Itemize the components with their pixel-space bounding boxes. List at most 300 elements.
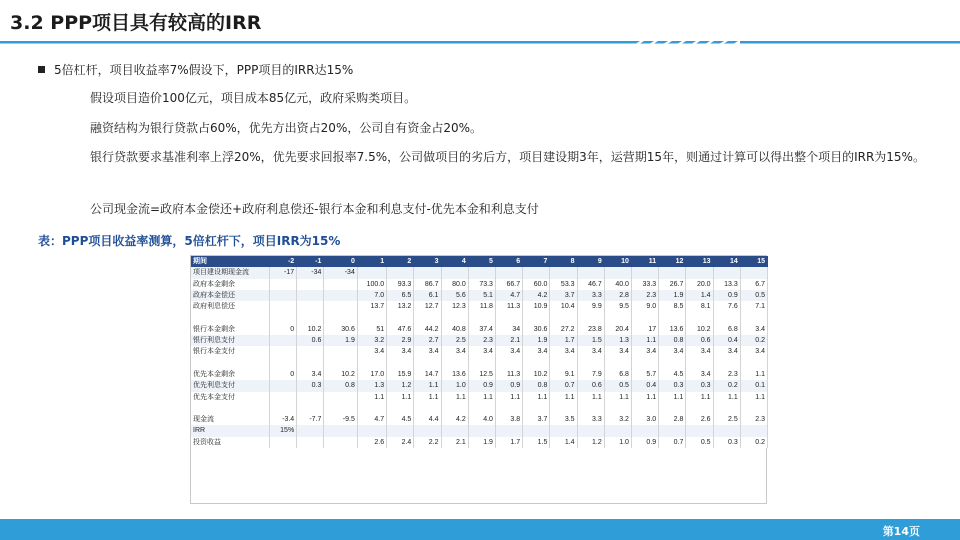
table-cell: 2.9	[387, 335, 414, 346]
row-label: 优先利息支付	[191, 380, 269, 391]
table-cell: 3.7	[523, 414, 550, 425]
table-cell: 7.9	[577, 369, 604, 380]
table-cell: -34	[324, 267, 357, 278]
table-cell: 3.2	[357, 335, 386, 346]
table-cell	[468, 358, 495, 369]
table-cell: 10.2	[523, 369, 550, 380]
table-cell	[495, 267, 522, 278]
table-cell	[604, 358, 631, 369]
table-cell: 100.0	[357, 279, 386, 290]
table-cell: 4.0	[468, 414, 495, 425]
column-header-period: 9	[577, 256, 604, 267]
table-cell	[324, 346, 357, 357]
table-cell	[659, 403, 686, 414]
table-cell: 33.3	[631, 279, 658, 290]
column-header-period: 8	[550, 256, 577, 267]
table-cell: 0.8	[659, 335, 686, 346]
table-cell	[550, 267, 577, 278]
table-cell: 8.1	[686, 301, 713, 312]
table-cell: 3.4	[441, 346, 468, 357]
bullet-text: 5倍杠杆，项目收益率7%假设下，PPP项目的IRR达15%	[54, 63, 354, 77]
table-cell	[357, 267, 386, 278]
table-cell	[550, 358, 577, 369]
table-cell	[387, 312, 414, 323]
table-cell: 11.3	[495, 369, 522, 380]
table-cell	[604, 267, 631, 278]
table-row	[191, 279, 768, 290]
table-cell: 1.1	[357, 392, 386, 403]
column-header-period: 3	[414, 256, 441, 267]
table-cell	[740, 425, 767, 436]
column-header-period: 11	[631, 256, 658, 267]
table-cell: 0.7	[550, 380, 577, 391]
table-cell: 60.0	[523, 279, 550, 290]
column-header-period: 12	[659, 256, 686, 267]
table-cell: -9.5	[324, 414, 357, 425]
table-cell	[740, 358, 767, 369]
table-cell: 4.5	[387, 414, 414, 425]
table-cell	[523, 425, 550, 436]
table-cell: 1.0	[604, 437, 631, 448]
table-cell: 1.0	[441, 380, 468, 391]
table-cell: 3.4	[631, 346, 658, 357]
table-cell	[324, 279, 357, 290]
table-cell: 47.6	[387, 324, 414, 335]
table-cell	[297, 392, 324, 403]
table-cell: 51	[357, 324, 386, 335]
table-cell: 4.2	[441, 414, 468, 425]
paragraph-irr: 银行贷款要求基准利率上浮20%，优先要求回报率7.5%，公司做项目的劣后方，项目建设期3年，运营期15年，则通过计算可以得出整个项目的IRR为15%。	[90, 150, 925, 164]
table-cell: 80.0	[441, 279, 468, 290]
table-cell	[441, 312, 468, 323]
table-cell	[269, 358, 296, 369]
row-label: IRR	[191, 425, 269, 436]
table-cell: 2.3	[468, 335, 495, 346]
footer-bar	[0, 519, 960, 540]
table-cell: 0.4	[631, 380, 658, 391]
table-cell: 10.2	[297, 324, 324, 335]
table-cell	[631, 267, 658, 278]
column-header-period: 1	[357, 256, 386, 267]
table-cell: 66.7	[495, 279, 522, 290]
table-cell: 2.7	[414, 335, 441, 346]
table-cell	[269, 301, 296, 312]
table-cell: 1.3	[604, 335, 631, 346]
table-cell	[468, 403, 495, 414]
table-spacer-row	[191, 358, 768, 369]
table-row	[191, 369, 768, 380]
table-cell: 3.5	[550, 414, 577, 425]
table-cell: 20.4	[604, 324, 631, 335]
table-cell: 1.9	[523, 335, 550, 346]
table-cell	[387, 403, 414, 414]
table-cell	[495, 358, 522, 369]
table-cell: 1.1	[713, 392, 740, 403]
table-cell: 15%	[269, 425, 296, 436]
table-row	[191, 335, 768, 346]
table-cell: 0.1	[740, 380, 767, 391]
table-cell	[269, 403, 296, 414]
table-cell	[577, 267, 604, 278]
table-cell: 4.4	[414, 414, 441, 425]
table-cell: 93.3	[387, 279, 414, 290]
bullet-point	[38, 61, 353, 78]
table-cell	[441, 403, 468, 414]
row-label: 优先本金剩余	[191, 369, 269, 380]
table-cell	[297, 358, 324, 369]
row-label: 银行利息支付	[191, 335, 269, 346]
table-cell: 12.5	[468, 369, 495, 380]
table-cell	[441, 358, 468, 369]
table-cell: 13.6	[659, 324, 686, 335]
table-cell	[495, 312, 522, 323]
table-cell: 27.2	[550, 324, 577, 335]
table-cell: -17	[269, 267, 296, 278]
table-cell	[686, 403, 713, 414]
table-cell	[631, 403, 658, 414]
paragraph-cashflow: 公司现金流=政府本金偿还+政府利息偿还-银行本金和利息支付-优先本金和利息支付	[90, 202, 539, 216]
table-cell	[387, 358, 414, 369]
table-cell	[357, 403, 386, 414]
table-cell: 7.1	[740, 301, 767, 312]
table-cell	[297, 290, 324, 301]
table-cell: 1.4	[550, 437, 577, 448]
table-cell	[659, 358, 686, 369]
row-label: 优先本金支付	[191, 392, 269, 403]
table-cell: 1.1	[495, 392, 522, 403]
table-cell	[269, 279, 296, 290]
table-cell: 0	[269, 369, 296, 380]
table-cell: -7.7	[297, 414, 324, 425]
table-cell	[324, 301, 357, 312]
table-cell	[713, 267, 740, 278]
column-header-label: 期间	[191, 256, 269, 267]
table-cell: 30.6	[523, 324, 550, 335]
table-row	[191, 437, 768, 448]
column-header-period: 13	[686, 256, 713, 267]
row-label	[191, 358, 269, 369]
table-cell: 3.4	[740, 324, 767, 335]
table-cell: 14.7	[414, 369, 441, 380]
table-cell: 6.5	[387, 290, 414, 301]
table-cell	[468, 425, 495, 436]
table-cell: 86.7	[414, 279, 441, 290]
table-cell: 11.3	[495, 301, 522, 312]
table-cell	[269, 392, 296, 403]
table-cell: 6.8	[713, 324, 740, 335]
table-cell: 53.3	[550, 279, 577, 290]
table-cell	[441, 267, 468, 278]
table-cell: 12.3	[441, 301, 468, 312]
table-cell: 9.1	[550, 369, 577, 380]
table-cell: 37.4	[468, 324, 495, 335]
table-cell	[686, 312, 713, 323]
column-header-period: 0	[324, 256, 357, 267]
table-cell	[713, 425, 740, 436]
table-cell: 0.6	[686, 335, 713, 346]
table-cell	[441, 425, 468, 436]
table-cell	[604, 403, 631, 414]
table-cell: 2.6	[357, 437, 386, 448]
table-cell: 3.8	[495, 414, 522, 425]
table-cell: 3.4	[713, 346, 740, 357]
table-cell	[523, 312, 550, 323]
table-cell	[324, 437, 357, 448]
table-cell: 1.9	[468, 437, 495, 448]
table-cell: 44.2	[414, 324, 441, 335]
column-header-period: 14	[713, 256, 740, 267]
table-cell: 0.6	[297, 335, 324, 346]
page-number: 第14页	[882, 525, 920, 538]
table-cell	[523, 403, 550, 414]
table-cell: 6.1	[414, 290, 441, 301]
table-row	[191, 324, 768, 335]
table-cell: 15.9	[387, 369, 414, 380]
table-cell: 2.1	[495, 335, 522, 346]
column-header-period: 6	[495, 256, 522, 267]
table-cell: 23.8	[577, 324, 604, 335]
table-cell	[468, 267, 495, 278]
table-spacer-row	[191, 403, 768, 414]
table-cell: 11.8	[468, 301, 495, 312]
table-cell: 1.1	[523, 392, 550, 403]
table-cell	[713, 312, 740, 323]
table-cell: 1.1	[441, 392, 468, 403]
table-cell	[740, 403, 767, 414]
table-cell: 46.7	[577, 279, 604, 290]
table-cell	[297, 403, 324, 414]
table-cell: 4.2	[523, 290, 550, 301]
row-label	[191, 312, 269, 323]
title-underline	[0, 40, 960, 44]
table-cell	[495, 425, 522, 436]
table-cell: 12.7	[414, 301, 441, 312]
table-cell: 17.0	[357, 369, 386, 380]
table-cell: 34	[495, 324, 522, 335]
table-cell: 6.7	[740, 279, 767, 290]
column-header-period: -1	[297, 256, 324, 267]
paragraph-financing: 融资结构为银行贷款占60%，优先方出资占20%，公司自有资金占20%。	[90, 121, 483, 135]
table-caption: 表：PPP项目收益率测算，5倍杠杆下，项目IRR为15%	[38, 234, 341, 248]
table-cell	[713, 358, 740, 369]
table-cell: 10.2	[686, 324, 713, 335]
table-cell: 0.2	[740, 335, 767, 346]
column-header-period: 5	[468, 256, 495, 267]
table-cell: 13.3	[713, 279, 740, 290]
table-cell: 1.2	[577, 437, 604, 448]
table-cell	[269, 312, 296, 323]
table-cell: 3.2	[604, 414, 631, 425]
table-cell: 26.7	[659, 279, 686, 290]
row-label	[191, 403, 269, 414]
column-header-period: 7	[523, 256, 550, 267]
table-cell	[414, 312, 441, 323]
table-cell: 1.9	[659, 290, 686, 301]
table-cell: 0.9	[495, 380, 522, 391]
table-cell	[604, 312, 631, 323]
table-cell: 0.3	[659, 380, 686, 391]
table-cell	[740, 267, 767, 278]
table-cell	[550, 312, 577, 323]
table-cell: 2.5	[713, 414, 740, 425]
paragraph-cost: 假设项目造价100亿元，项目成本85亿元，政府采购类项目。	[90, 91, 417, 105]
table-cell	[324, 392, 357, 403]
table-cell: 2.3	[713, 369, 740, 380]
irr-table	[191, 256, 768, 448]
column-header-period: 2	[387, 256, 414, 267]
table-cell: 30.6	[324, 324, 357, 335]
table-cell: 1.1	[631, 392, 658, 403]
table-cell: 1.1	[550, 392, 577, 403]
table-row	[191, 392, 768, 403]
table-cell	[324, 425, 357, 436]
table-cell	[659, 267, 686, 278]
table-cell	[324, 312, 357, 323]
table-cell: 3.4	[495, 346, 522, 357]
row-label: 项目建设期现金流	[191, 267, 269, 278]
table-cell	[686, 358, 713, 369]
table-cell: 1.3	[357, 380, 386, 391]
table-row	[191, 380, 768, 391]
table-cell: 6.8	[604, 369, 631, 380]
table-cell: 3.4	[686, 369, 713, 380]
row-label: 银行本金剩余	[191, 324, 269, 335]
table-row	[191, 414, 768, 425]
table-cell	[631, 425, 658, 436]
table-cell	[387, 267, 414, 278]
table-cell: 1.2	[387, 380, 414, 391]
table-cell: 3.4	[414, 346, 441, 357]
table-cell: 9.5	[604, 301, 631, 312]
table-spacer-row	[191, 312, 768, 323]
table-cell: 2.8	[604, 290, 631, 301]
table-cell	[577, 403, 604, 414]
table-cell: 1.1	[740, 369, 767, 380]
table-cell: 7.6	[713, 301, 740, 312]
slide-title: 3.2 PPP项目具有较高的IRR	[10, 12, 262, 34]
table-cell: 3.4	[387, 346, 414, 357]
table-cell: 1.4	[686, 290, 713, 301]
table-cell: 0.3	[297, 380, 324, 391]
table-cell: 2.6	[686, 414, 713, 425]
table-cell	[713, 403, 740, 414]
table-cell: 0.4	[713, 335, 740, 346]
column-header-period: 15	[740, 256, 767, 267]
table-cell: 3.4	[550, 346, 577, 357]
table-cell	[269, 346, 296, 357]
table-cell: 13.6	[441, 369, 468, 380]
table-cell: 1.1	[468, 392, 495, 403]
table-cell	[740, 312, 767, 323]
table-cell: 0.6	[577, 380, 604, 391]
table-cell: 3.4	[357, 346, 386, 357]
table-cell: 20.0	[686, 279, 713, 290]
table-cell	[324, 403, 357, 414]
table-cell: 1.1	[414, 380, 441, 391]
table-cell: 3.3	[577, 290, 604, 301]
row-label: 政府本金剩余	[191, 279, 269, 290]
table-cell: 1.9	[324, 335, 357, 346]
table-cell	[577, 425, 604, 436]
table-cell	[269, 335, 296, 346]
table-header-row	[191, 256, 768, 267]
table-cell	[604, 425, 631, 436]
table-cell: 1.1	[387, 392, 414, 403]
table-cell: 1.7	[495, 437, 522, 448]
table-cell: 40.0	[604, 279, 631, 290]
table-cell	[523, 267, 550, 278]
table-cell	[387, 425, 414, 436]
table-row	[191, 346, 768, 357]
table-cell	[297, 279, 324, 290]
table-cell: 0.9	[713, 290, 740, 301]
table-row	[191, 425, 768, 436]
table-cell	[269, 290, 296, 301]
table-cell: 0.7	[659, 437, 686, 448]
table-cell	[357, 358, 386, 369]
table-cell	[686, 267, 713, 278]
table-cell: 1.7	[550, 335, 577, 346]
table-cell: 13.2	[387, 301, 414, 312]
table-cell: 13.7	[357, 301, 386, 312]
table-cell: 10.2	[324, 369, 357, 380]
table-cell: 3.4	[468, 346, 495, 357]
table-cell: 4.7	[357, 414, 386, 425]
table-cell: 2.3	[740, 414, 767, 425]
table-cell	[577, 358, 604, 369]
table-cell	[297, 312, 324, 323]
table-cell: 2.5	[441, 335, 468, 346]
table-cell: 10.4	[550, 301, 577, 312]
table-cell: 4.7	[495, 290, 522, 301]
table-cell	[686, 425, 713, 436]
table-cell: 40.8	[441, 324, 468, 335]
table-cell: 3.7	[550, 290, 577, 301]
column-header-period: 10	[604, 256, 631, 267]
table-cell: 1.1	[631, 335, 658, 346]
table-cell	[631, 312, 658, 323]
table-cell: 2.2	[414, 437, 441, 448]
table-cell: 2.1	[441, 437, 468, 448]
row-label: 银行本金支付	[191, 346, 269, 357]
table-cell	[269, 380, 296, 391]
table-cell: 3.4	[604, 346, 631, 357]
table-cell	[659, 425, 686, 436]
table-cell: 0.9	[468, 380, 495, 391]
table-cell: 3.0	[631, 414, 658, 425]
table-cell: 4.5	[659, 369, 686, 380]
column-header-period: 4	[441, 256, 468, 267]
table-cell	[659, 312, 686, 323]
column-header-period: -2	[269, 256, 296, 267]
table-cell	[324, 358, 357, 369]
table-cell: 9.0	[631, 301, 658, 312]
table-cell: 0	[269, 324, 296, 335]
table-cell	[414, 358, 441, 369]
table-cell: 0.3	[713, 437, 740, 448]
table-cell	[297, 437, 324, 448]
table-cell: 1.5	[523, 437, 550, 448]
table-cell: 5.1	[468, 290, 495, 301]
row-label: 投资收益	[191, 437, 269, 448]
table-cell	[414, 403, 441, 414]
table-cell: 2.8	[659, 414, 686, 425]
table-cell: 5.7	[631, 369, 658, 380]
table-cell	[357, 425, 386, 436]
row-label: 政府利息偿还	[191, 301, 269, 312]
row-label: 现金流	[191, 414, 269, 425]
table-cell	[297, 425, 324, 436]
